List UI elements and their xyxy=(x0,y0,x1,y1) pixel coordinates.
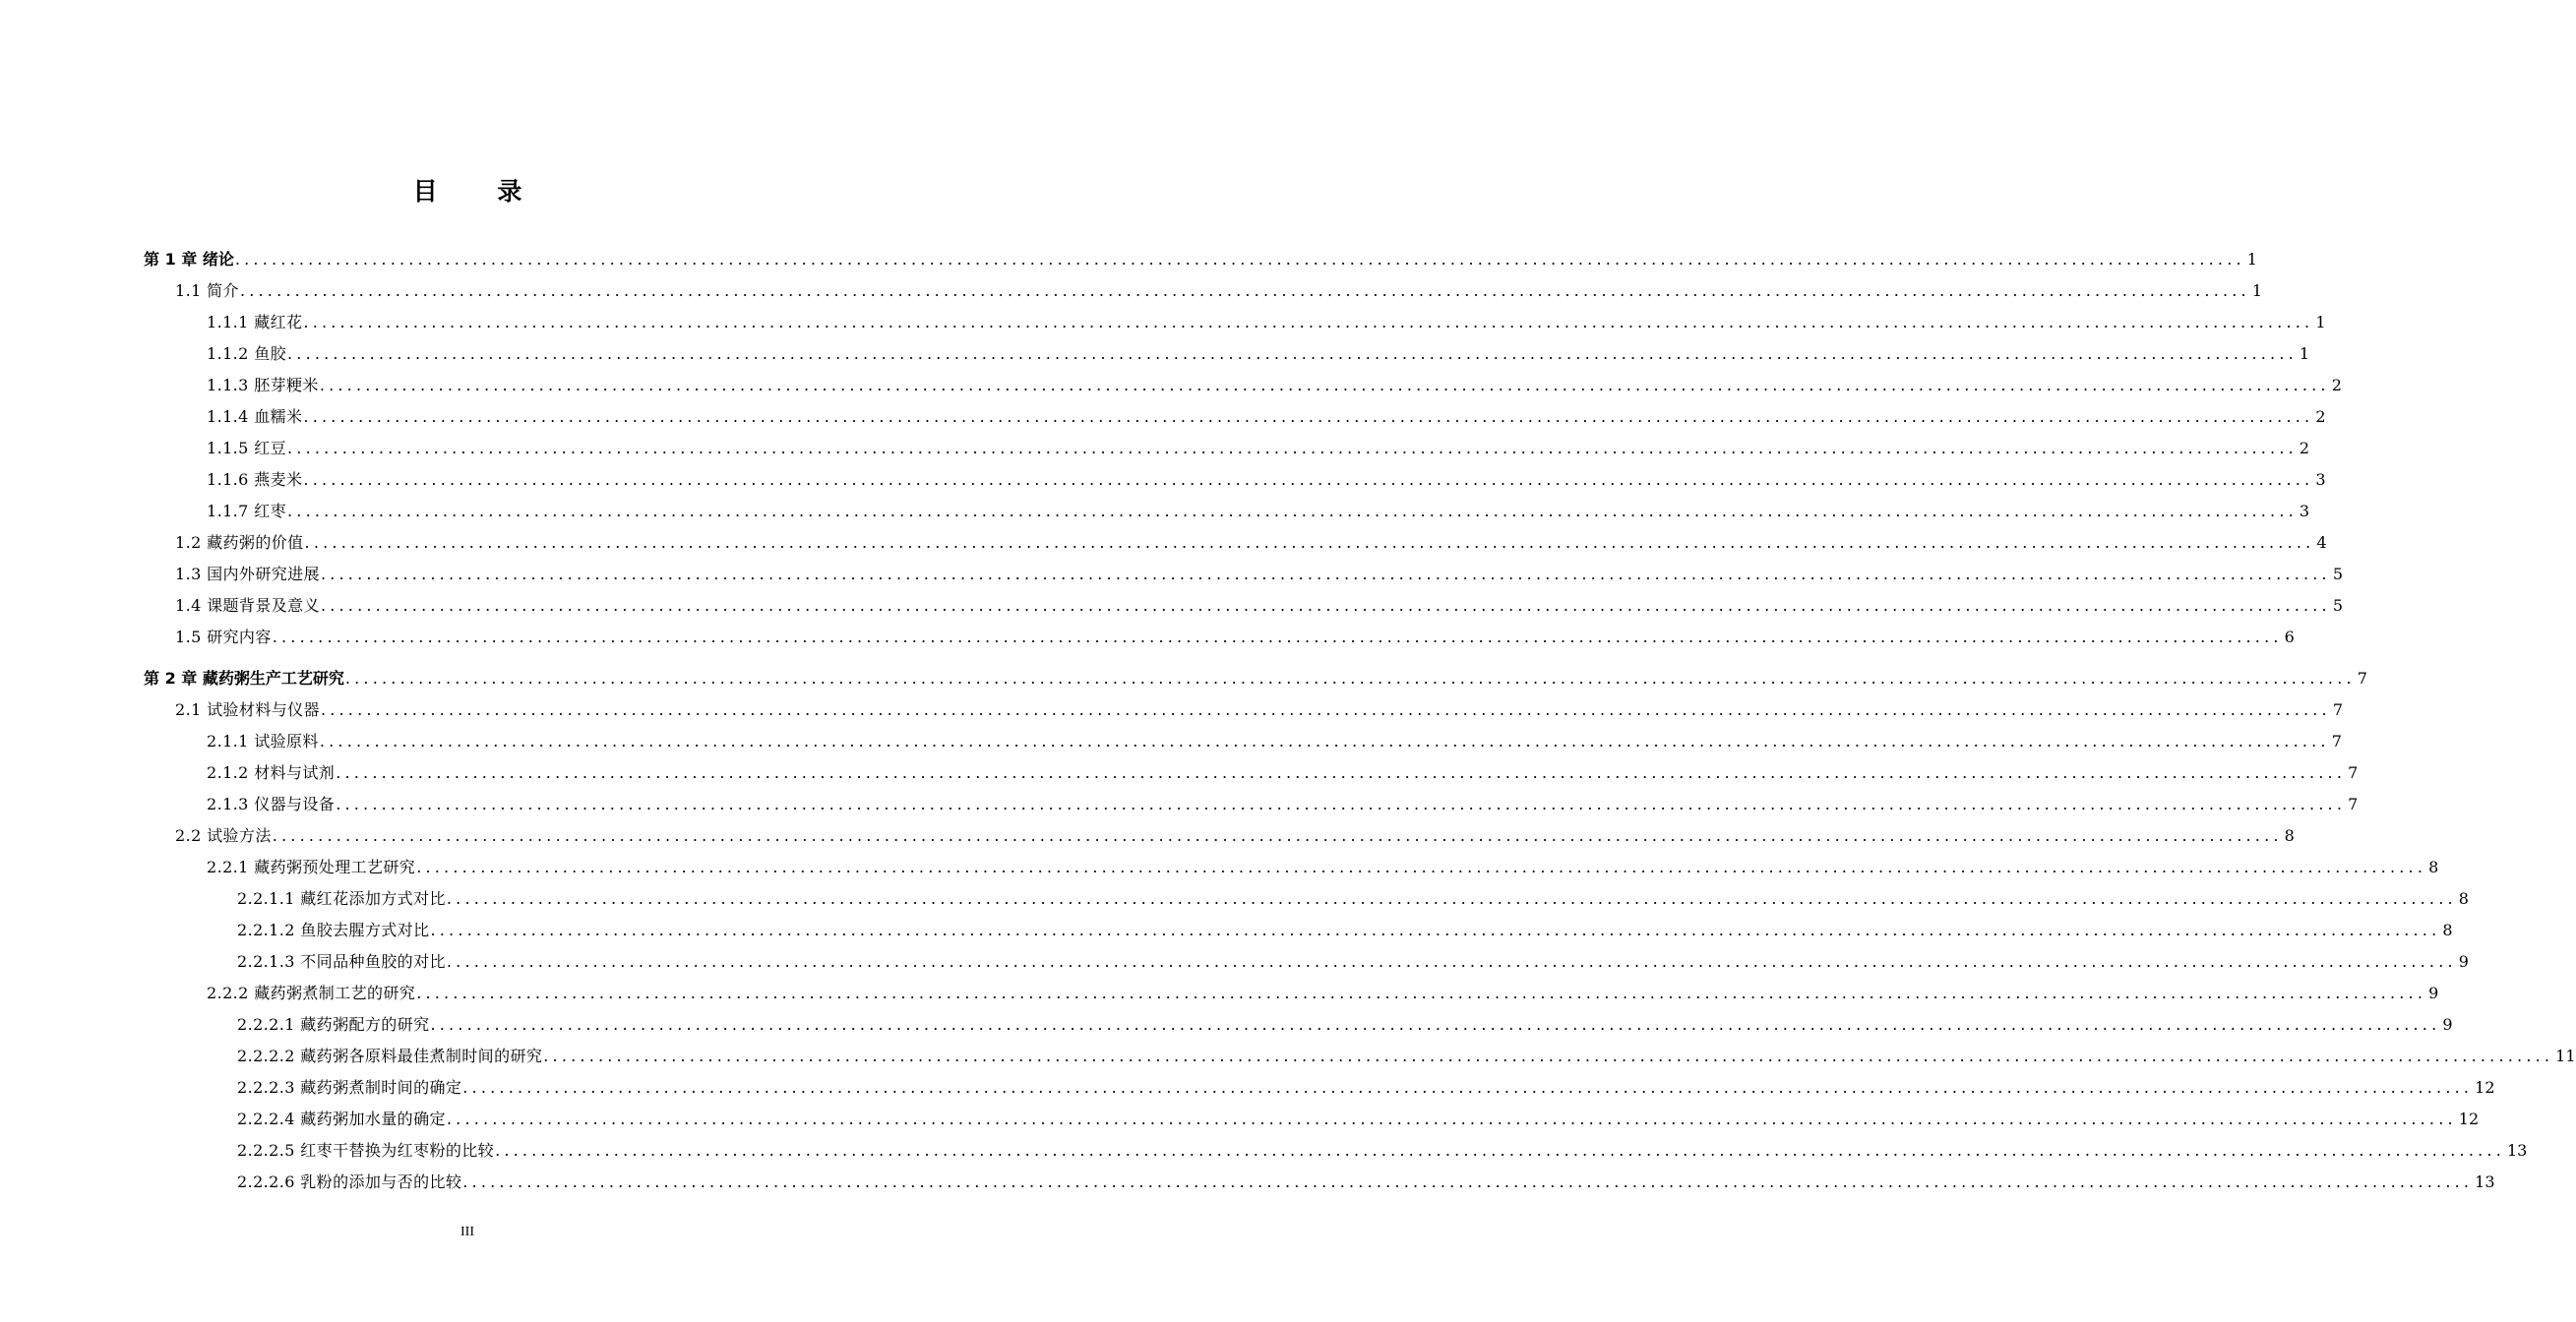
toc-entry-page-number: 1 xyxy=(2251,281,2263,300)
toc-entry-label: 第 1 章 绪论 xyxy=(144,250,234,269)
toc-dot-leader: ............................................................................................................................................................................................................................ xyxy=(303,470,2314,489)
toc-dot-leader: ............................................................................................................................................................................................................................ xyxy=(336,763,2347,782)
toc-entry-label: 1.1.1 藏红花 xyxy=(207,313,303,331)
toc-entry[interactable] xyxy=(207,372,2342,395)
toc-entry-page-number: 2 xyxy=(2299,439,2310,457)
toc-entry-page-number: 13 xyxy=(2475,1172,2495,1191)
toc-entry[interactable] xyxy=(207,403,2326,427)
toc-entry-label: 1.4 课题背景及意义 xyxy=(175,596,320,615)
toc-entry-page-number: 12 xyxy=(2458,1110,2480,1128)
toc-entry-label: 1.1.3 胚芽粳米 xyxy=(207,376,319,394)
toc-dot-leader: ............................................................................................................................................................................................................................ xyxy=(336,795,2347,813)
toc-entry-page-number: 9 xyxy=(2458,952,2469,971)
toc-entry-page-number: 7 xyxy=(2348,763,2359,782)
toc-entry[interactable] xyxy=(175,822,2295,846)
toc-dot-leader: ............................................................................................................................................................................................................................ xyxy=(446,952,2457,971)
toc-entry-label: 1.1.7 红枣 xyxy=(207,502,286,520)
toc-entry-page-number: 8 xyxy=(2284,826,2295,845)
toc-entry[interactable] xyxy=(237,1074,2495,1098)
toc-entry[interactable] xyxy=(237,1137,2528,1161)
toc-entry[interactable] xyxy=(207,791,2359,814)
toc-dot-leader: ............................................................................................................................................................................................................................ xyxy=(543,1047,2554,1065)
toc-entry-label: 2.1.1 试验原料 xyxy=(207,732,319,751)
toc-entry-label: 1.1.2 鱼胶 xyxy=(207,344,286,363)
toc-dot-leader: ............................................................................................................................................................................................................................ xyxy=(272,826,2283,845)
toc-entry-label: 1.1 简介 xyxy=(175,281,239,300)
toc-dot-leader: ............................................................................................................................................................................................................................ xyxy=(304,533,2315,552)
toc-entry[interactable] xyxy=(175,529,2327,553)
toc-entry-label: 2.2.2 藏药粥煮制工艺的研究 xyxy=(207,984,416,1002)
toc-entry-page-number: 2 xyxy=(2315,407,2326,426)
toc-entry-label: 2.2.2.6 乳粉的添加与否的比较 xyxy=(237,1172,462,1191)
toc-entry-page-number: 7 xyxy=(2332,700,2344,719)
toc-entry[interactable] xyxy=(207,759,2359,783)
toc-dot-leader: ............................................................................................................................................................................................................................ xyxy=(344,669,2356,688)
toc-dot-leader: ............................................................................................................................................................................................................................ xyxy=(446,889,2457,908)
toc-dot-leader: ............................................................................................................................................................................................................................ xyxy=(430,921,2441,939)
toc-entry-page-number: 6 xyxy=(2284,628,2295,646)
toc-dot-leader: ............................................................................................................................................................................................................................ xyxy=(462,1078,2474,1097)
toc-entry-page-number: 12 xyxy=(2475,1078,2495,1097)
toc-dot-leader: ............................................................................................................................................................................................................................ xyxy=(287,502,2298,520)
toc-entry[interactable] xyxy=(207,340,2310,364)
toc-entry-page-number: 4 xyxy=(2316,533,2327,552)
page-number: III xyxy=(460,1225,474,1239)
toc-entry-page-number: 8 xyxy=(2442,921,2453,939)
toc-entry-page-number: 5 xyxy=(2332,565,2344,583)
toc-entry[interactable] xyxy=(237,948,2469,972)
toc-entry[interactable] xyxy=(237,1011,2453,1035)
toc-dot-leader: ............................................................................................................................................................................................................................ xyxy=(430,1015,2441,1034)
toc-entry[interactable] xyxy=(175,624,2295,647)
toc-entry-page-number: 9 xyxy=(2428,984,2439,1002)
toc-dot-leader: ............................................................................................................................................................................................................................ xyxy=(272,628,2283,646)
toc-chapter-entry[interactable] xyxy=(144,665,2367,689)
toc-dot-leader: ............................................................................................................................................................................................................................ xyxy=(416,984,2427,1002)
toc-entry-label: 2.2.2.1 藏药粥配方的研究 xyxy=(237,1015,430,1034)
toc-entry-page-number: 1 xyxy=(2315,313,2326,331)
toc-entry-label: 1.1.6 燕麦米 xyxy=(207,470,303,489)
toc-dot-leader: ............................................................................................................................................................................................................................ xyxy=(287,344,2298,363)
toc-dot-leader: ............................................................................................................................................................................................................................ xyxy=(446,1110,2457,1128)
toc-entry[interactable] xyxy=(237,1043,2576,1066)
page-title: 目 录 xyxy=(412,177,548,206)
toc-entry-page-number: 2 xyxy=(2331,376,2342,394)
toc-entry[interactable] xyxy=(207,980,2439,1003)
toc-entry[interactable] xyxy=(175,277,2263,301)
toc-entry-page-number: 5 xyxy=(2332,596,2344,615)
toc-entry-page-number: 9 xyxy=(2442,1015,2453,1034)
toc-entry-page-number: 8 xyxy=(2458,889,2469,908)
toc-entry[interactable] xyxy=(237,1169,2495,1192)
toc-entry[interactable] xyxy=(207,466,2326,490)
toc-entry-label: 2.2.2.2 藏药粥各原料最佳煮制时间的研究 xyxy=(237,1047,543,1065)
toc-entry-page-number: 11 xyxy=(2555,1047,2576,1065)
toc-entry-page-number: 8 xyxy=(2428,858,2439,876)
toc-entry-page-number: 1 xyxy=(2246,250,2257,269)
toc-entry-label: 第 2 章 藏药粥生产工艺研究 xyxy=(144,669,344,688)
toc-entry[interactable] xyxy=(175,592,2344,616)
toc-dot-leader: ............................................................................................................................................................................................................................ xyxy=(320,565,2331,583)
toc-entry-label: 2.2.2.4 藏药粥加水量的确定 xyxy=(237,1110,446,1128)
toc-entry[interactable] xyxy=(237,1106,2480,1129)
toc-entry-label: 1.3 国内外研究进展 xyxy=(175,565,320,583)
toc-dot-leader: ............................................................................................................................................................................................................................ xyxy=(287,439,2298,457)
toc-dot-leader: ............................................................................................................................................................................................................................ xyxy=(320,596,2331,615)
toc-entry-label: 1.1.4 血糯米 xyxy=(207,407,303,426)
toc-entry[interactable] xyxy=(207,854,2439,877)
toc-entry-label: 2.1.2 材料与试剂 xyxy=(207,763,336,782)
toc-entry-label: 1.2 藏药粥的价值 xyxy=(175,533,304,552)
toc-entry-label: 2.1 试验材料与仪器 xyxy=(175,700,320,719)
toc-entry[interactable] xyxy=(237,885,2469,909)
toc-entry-label: 2.2.1.1 藏红花添加方式对比 xyxy=(237,889,446,908)
toc-entry[interactable] xyxy=(207,435,2310,458)
toc-dot-leader: ............................................................................................................................................................................................................................ xyxy=(303,407,2314,426)
toc-entry-label: 2.2.1.3 不同品种鱼胶的对比 xyxy=(237,952,446,971)
toc-entry-page-number: 3 xyxy=(2299,502,2310,520)
toc-entry-page-number: 3 xyxy=(2315,470,2326,489)
toc-entry[interactable] xyxy=(237,917,2453,940)
toc-entry[interactable] xyxy=(175,696,2344,720)
toc-entry-page-number: 1 xyxy=(2299,344,2310,363)
toc-dot-leader: ............................................................................................................................................................................................................................ xyxy=(416,858,2427,876)
toc-entry-label: 2.2.1 藏药粥预处理工艺研究 xyxy=(207,858,416,876)
toc-entry-label: 2.2.2.3 藏药粥煮制时间的确定 xyxy=(237,1078,462,1097)
toc-entry[interactable] xyxy=(175,561,2344,584)
toc-entry[interactable] xyxy=(207,498,2310,521)
toc-chapter-entry[interactable] xyxy=(144,246,2257,270)
toc-dot-leader: ............................................................................................................................................................................................................................ xyxy=(495,1141,2505,1160)
toc-dot-leader: ............................................................................................................................................................................................................................ xyxy=(239,281,2250,300)
toc-entry-label: 2.2.2.5 红枣干替换为红枣粉的比较 xyxy=(237,1141,495,1160)
toc-entry-label: 1.5 研究内容 xyxy=(175,628,272,646)
toc-entry-page-number: 7 xyxy=(2348,795,2359,813)
toc-entry-page-number: 7 xyxy=(2331,732,2342,751)
toc-entry-label: 2.1.3 仪器与设备 xyxy=(207,795,336,813)
toc-entry-label: 2.2.1.2 鱼胶去腥方式对比 xyxy=(237,921,430,939)
toc-dot-leader: ............................................................................................................................................................................................................................ xyxy=(234,250,2245,269)
toc-entry-label: 1.1.5 红豆 xyxy=(207,439,286,457)
toc-entry-page-number: 13 xyxy=(2506,1141,2528,1160)
toc-dot-leader: ............................................................................................................................................................................................................................ xyxy=(320,700,2331,719)
toc-dot-leader: ............................................................................................................................................................................................................................ xyxy=(303,313,2314,331)
toc-dot-leader: ............................................................................................................................................................................................................................ xyxy=(319,376,2330,394)
toc-entry[interactable] xyxy=(207,309,2326,332)
toc-dot-leader: ............................................................................................................................................................................................................................ xyxy=(319,732,2330,751)
toc-dot-leader: ............................................................................................................................................................................................................................ xyxy=(462,1172,2474,1191)
toc-entry[interactable] xyxy=(207,728,2342,751)
toc-entry-label: 2.2 试验方法 xyxy=(175,826,272,845)
toc-entry-page-number: 7 xyxy=(2357,669,2367,688)
